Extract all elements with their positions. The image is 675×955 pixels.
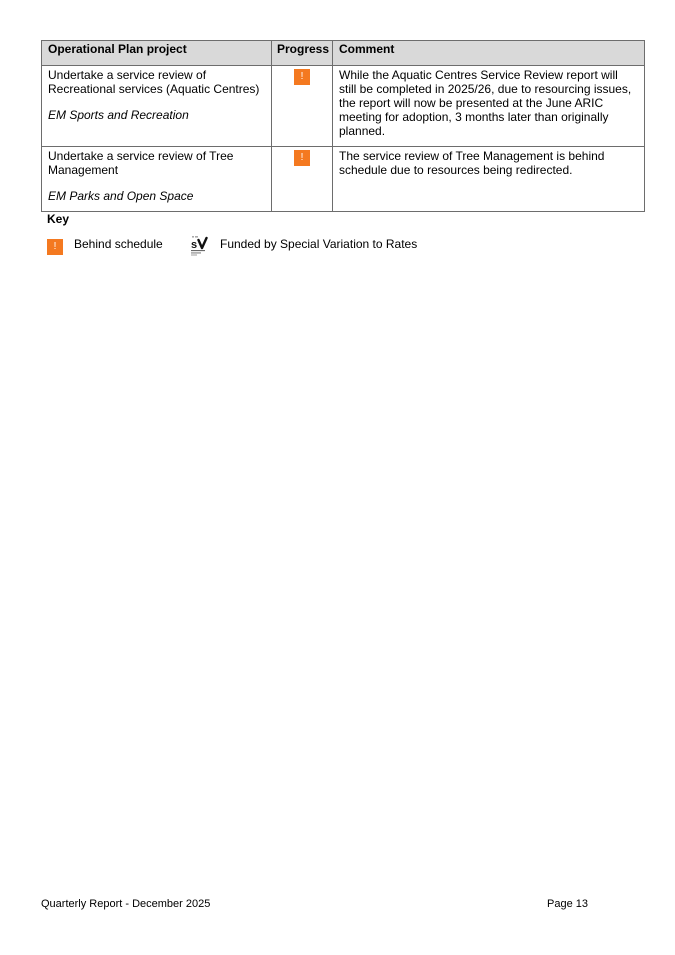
comment-cell: While the Aquatic Centres Service Review report will still be completed in 2025/26, due to resourcing issues, the report will now be presented at the June ARIC meeting for adoption, 3 months later than originally planned. [333,66,645,147]
project-cell [42,147,272,212]
project-title: Undertake a service review of Recreational services (Aquatic Centres) [48,68,260,96]
table-row [42,147,645,212]
operational-plan-table [41,40,645,212]
footer-page-number: Page 13 [547,898,588,910]
behind-schedule-icon: ! [294,69,310,85]
footer-report-title: Quarterly Report - December 2025 [41,898,211,910]
progress-cell [272,66,333,147]
svg-text:s: s [191,239,198,251]
header-progress: Progress [272,41,333,66]
table-row [42,66,645,147]
behind-schedule-icon: ! [294,150,310,166]
project-title: Undertake a service review of Tree Management [48,149,234,177]
behind-schedule-label: Behind schedule [74,237,163,251]
behind-schedule-key-icon: ! [47,239,63,255]
project-owner: EM Sports and Recreation [48,108,189,122]
header-project: Operational Plan project [42,41,272,66]
key-legend [47,236,607,258]
special-variation-icon [191,236,211,256]
header-comment: Comment [333,41,645,66]
comment-cell: The service review of Tree Management is behind schedule due to resources being redirected. [333,147,645,212]
table-header-row [42,41,645,66]
progress-cell [272,147,333,212]
special-variation-label: Funded by Special Variation to Rates [220,237,418,251]
project-owner: EM Parks and Open Space [48,189,194,203]
project-cell [42,66,272,147]
key-title: Key [47,212,70,226]
